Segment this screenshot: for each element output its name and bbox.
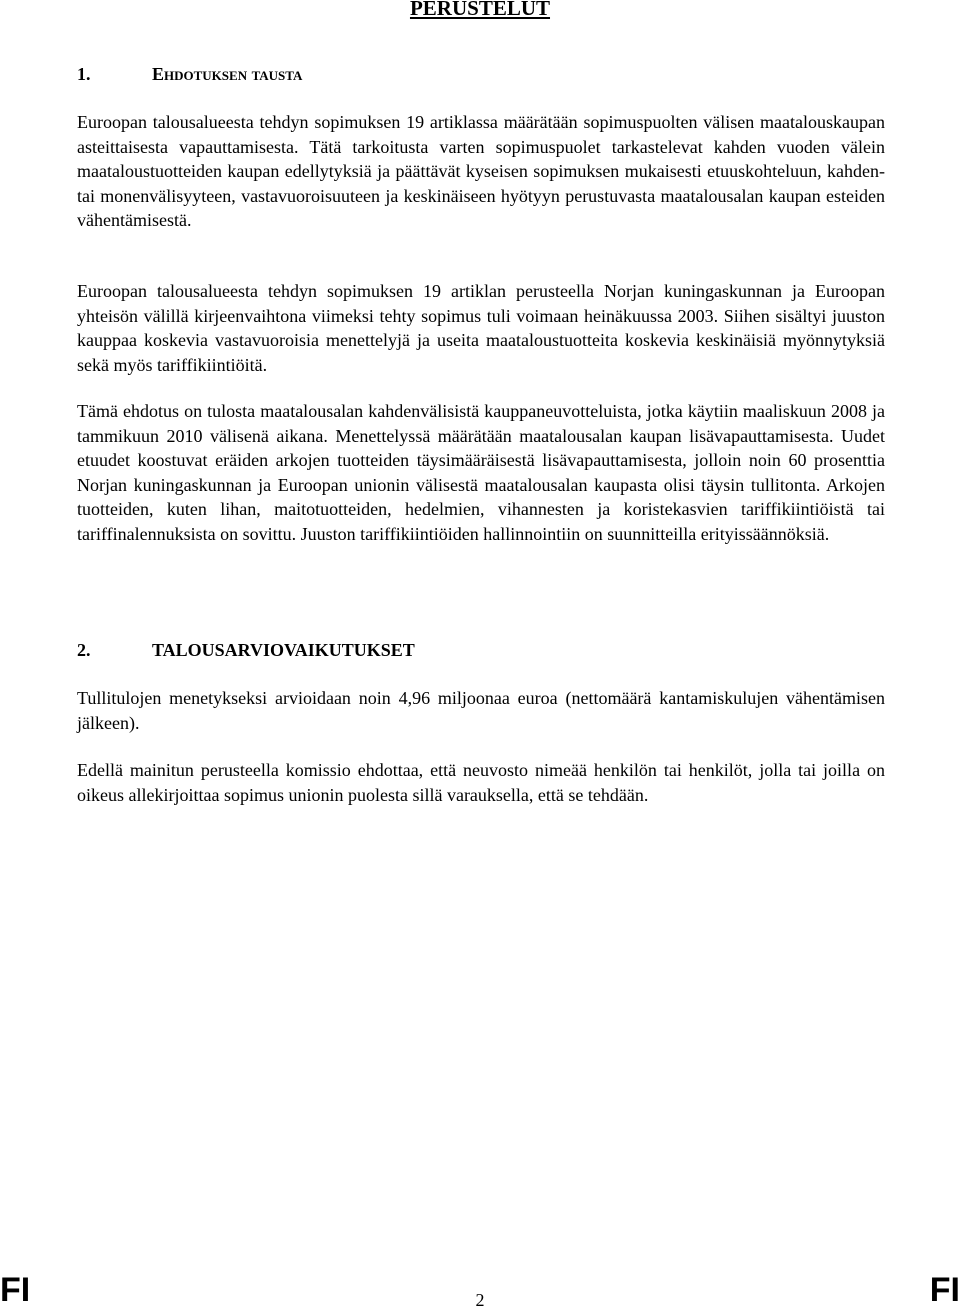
paragraph: Euroopan talousalueesta tehdyn sopimuksen 19 artiklan perusteella Norjan kuningaskunnan ja Euroopan yhteisön välillä kirjeenvaihtona viimeksi tehty sopimus tuli voimaan heinäkuussa 2003. Siihen sisältyi juuston kauppaa koskevia vastavuoroisia menettelyjä ja useita maataloustuotteita koskevia keskinäisiä myönnytyksiä sekä myös tariffikiintiöitä.: [77, 281, 885, 375]
paragraph: Tullitulojen menetykseksi arvioidaan noin 4,96 miljoonaa euroa (nettomäärä kantamiskulujen vähentämisen jälkeen).: [77, 688, 885, 733]
footer-language-code-right: FI: [929, 1271, 960, 1309]
section-title: Ehdotuksen tausta: [152, 64, 303, 84]
paragraph-2: [77, 279, 885, 377]
paragraph: Edellä mainitun perusteella komissio ehdottaa, että neuvosto nimeää henkilön tai henkilöt, jolla tai joilla on oikeus allekirjoittaa sopimus unionin puolesta sillä varauksella, että se tehdään.: [77, 760, 885, 805]
section-number: 2.: [77, 640, 91, 660]
paragraph: Euroopan talousalueesta tehdyn sopimuksen 19 artiklassa määrätään sopimuspuolten välisen maatalouskaupan asteittaisesta vapauttamisesta. Tätä tarkoitusta varten sopimuspuolet tarkastelevat kahden vuoden välein maataloustuotteiden kaupan edellytyksiä ja päättävät kyseisen sopimuksen mukaisesti etuuskohteluun, kahden- tai monenvälisyyteen, vastavuoroisuuteen ja keskinäiseen hyötyyn perustuvasta maatalousalan kaupan esteiden vähentämisestä.: [77, 112, 885, 231]
footer-language-code-left: FI: [0, 1271, 31, 1309]
paragraph-5: [77, 758, 885, 807]
paragraph-1: [77, 110, 885, 233]
section-number: 1.: [77, 64, 91, 84]
page-title: PERUSTELUT: [409, 0, 551, 20]
section-2-heading: [77, 640, 885, 661]
section-1-heading: [77, 64, 885, 85]
paragraph-4: [77, 686, 885, 735]
section-title: TALOUSARVIOVAIKUTUKSET: [152, 640, 415, 660]
page-number: 2: [475, 1290, 485, 1310]
paragraph-3: [77, 399, 885, 547]
paragraph: Tämä ehdotus on tulosta maatalousalan kahdenvälisistä kauppaneuvotteluista, jotka käytiin maaliskuun 2008 ja tammikuun 2010 välisenä aikana. Menettelyssä määrätään maatalousalan kaupan lisävapauttamisesta. Uudet etuudet koostuvat eräiden arkojen tuotteiden täysimääräisestä lisävapauttamisesta, jolloin noin 60 prosenttia Norjan kuningaskunnan ja Euroopan unionin välisestä maatalousalan kaupasta olisi täysin tullitonta. Arkojen tuotteiden, kuten lihan, maitotuotteiden, hedelmien, vihannesten ja koristekasvien tariffikiintiöistä tai tariffinalennuksista on sovittu. Juuston tariffikiintiöiden hallinnointiin on suunnitteilla erityissäännöksiä.: [77, 401, 885, 544]
